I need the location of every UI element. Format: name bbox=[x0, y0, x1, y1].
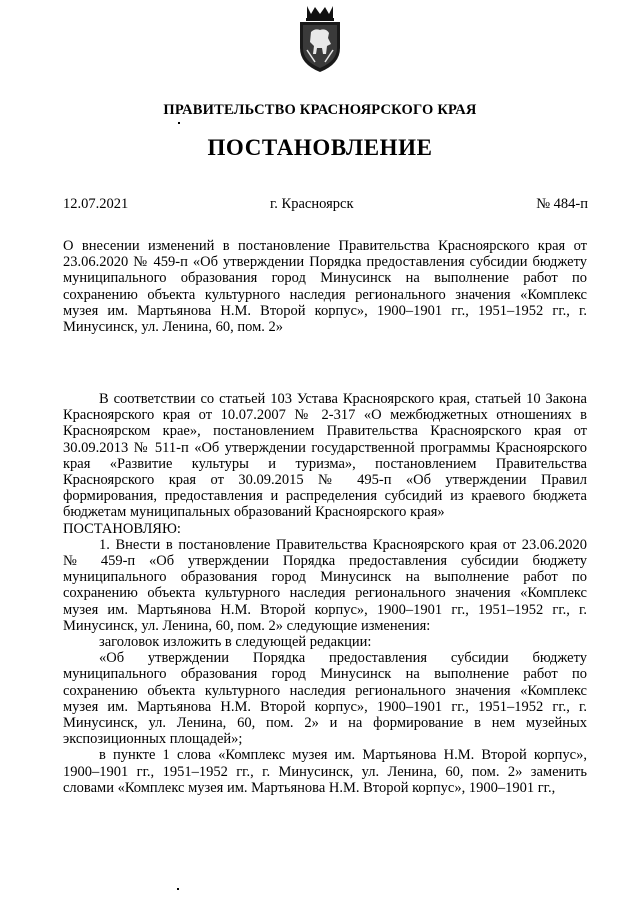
government-title: ПРАВИТЕЛЬСТВО КРАСНОЯРСКОГО КРАЯ bbox=[163, 102, 477, 118]
decree-word: ПОСТАНОВЛЯЮ: bbox=[63, 520, 181, 537]
scan-speck bbox=[177, 888, 179, 890]
document-subject bbox=[63, 238, 587, 335]
document-number: № 484-п bbox=[536, 196, 588, 212]
scan-speck bbox=[178, 122, 180, 124]
document-body bbox=[63, 391, 587, 796]
document-date: 12.07.2021 bbox=[63, 196, 129, 212]
document-city: г. Красноярск bbox=[270, 196, 354, 212]
body-paragraph: В соответствии со статьей 103 Устава Красноярского края, статьей 10 Закона Красноярского края от 10.07.2007 № 2-317 «О межбюджетных отношениях в Красноярском крае», постановлением Правительства Красноярского края от 30.09.2013 № 511-п «Об утверждении государственной программы Красноярского края «Развитие культуры и туризма», постановлением Правительства Красноярского края от 30.09.2015 № 495-п «Об утверждении Правил формирования, предоставления и распределения субсидий из краевого бюджета бюджетам муниципальных образований Красноярского края» bbox=[63, 391, 587, 521]
document-type-title: ПОСТАНОВЛЕНИЕ bbox=[207, 135, 433, 160]
body-paragraph: заголовок изложить в следующей редакции: bbox=[99, 634, 372, 651]
body-paragraph: «Об утверждении Порядка предоставления субсидии бюджету муниципального образования город Минусинск на выполнение работ по сохранению объекта культурного наследия регионального значения «Комплекс музея им. Мартьянова Н.М. Второй корпус», 1900–1901 гг., 1951–1952 гг., г. Минусинск, ул. Ленина, 60, пом. 2» и на формирование в нем музейных экспозиционных площадей»; bbox=[63, 650, 587, 748]
coat-of-arms-icon bbox=[293, 2, 347, 76]
body-paragraph: в пункте 1 слова «Комплекс музея им. Мартьянова Н.М. Второй корпус», 1900–1901 гг., 1951–1952 гг., г. Минусинск, ул. Ленина, 60, пом. 2» заменить словами «Комплекс музея им. Мартьянова Н.М. Второй корпус», 1900–1901 гг., bbox=[63, 747, 587, 796]
subject-text: О внесении изменений в постановление Правительства Красноярского края от 23.06.2020 № 459-п «Об утверждении Порядка предоставления субсидии бюджету муниципального образования город Минусинск на выполнение работ по сохранению объекта культурного наследия регионального значения «Комплекс музея им. Мартьянова Н.М. Второй корпус», 1900–1901 гг., 1951–1952 гг., г. Минусинск, ул. Ленина, 60, пом. 2» bbox=[63, 238, 587, 336]
body-paragraph: 1. Внести в постановление Правительства Красноярского края от 23.06.2020 № 459-п «Об утверждении Порядка предоставления субсидии бюджету муниципального образования город Минусинск на выполнение работ по сохранению объекта культурного наследия регионального значения «Комплекс музея им. Мартьянова Н.М. Второй корпус», 1900–1901 гг., 1951–1952 гг., г. Минусинск, ул. Ленина, 60, пом. 2» следующие изменения: bbox=[63, 536, 587, 634]
document-meta bbox=[63, 196, 588, 214]
